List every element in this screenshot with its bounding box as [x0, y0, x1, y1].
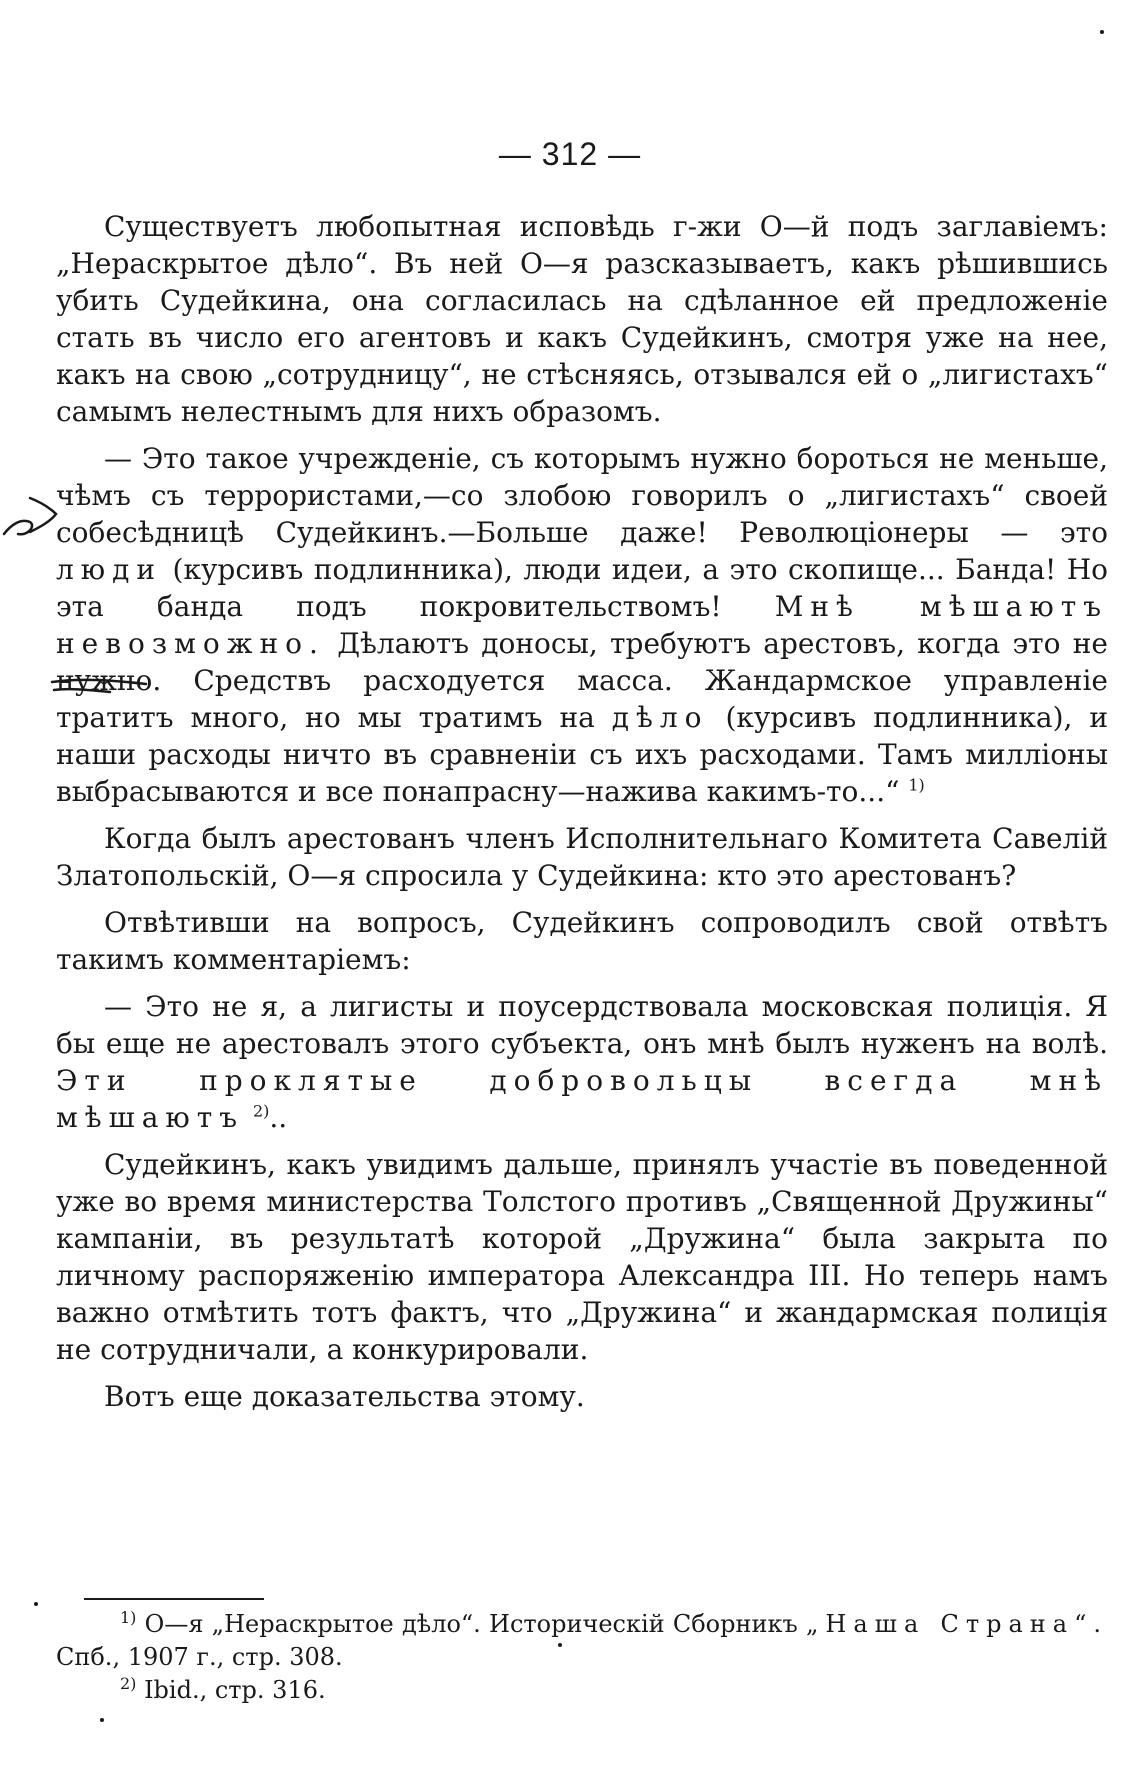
quote-text: — Это такое учрежденіе, съ которымъ нужно бороться не меньше, чѣмъ съ террористами,—со злобою говорилъ о „лигистахъ“ своей собесѣдницѣ Судейкинъ.—Больше даже! Революціонеры — это [56, 442, 1108, 549]
quote-text: (курсивъ подлинника), и наши расходы ничто въ сравненіи съ ихъ расходами. Тамъ милліоны выбрасываются и все понапрасну—нажива какимъ-то...“ [56, 701, 1109, 808]
paragraph [56, 988, 1108, 1136]
main-text [56, 208, 1108, 1425]
speck-icon [100, 1718, 104, 1722]
quote-text: .. [269, 1101, 288, 1134]
quote-text: Дѣлаютъ доносы, требуютъ арестовъ, когда это не нужно. Средствъ расходуется масса. Жандармское управленіе тратитъ много, но мы тратимъ на [56, 627, 1108, 734]
emphasis-text: Мнѣ мѣшаютъ невозможно. [56, 590, 1109, 660]
paragraph: Существуетъ любопытная исповѣдь г-жи О—й подъ заглавіемъ: „Нераскрытое дѣло“. Въ ней О—я разсказываетъ, какъ рѣшившись убить Судейкина, она согласилась на сдѣланное ей предложеніе стать въ число его агентовъ и какъ Судейкинъ, смотря уже на нее, какъ на свою „сотрудницу“, не стѣсняясь, отзывался ей о „лигистахъ“ самымъ нелестнымъ для нихъ образомъ. [56, 210, 1108, 428]
footnote-ref[interactable]: 1) [908, 775, 925, 795]
footnote-text: Спб., 1907 г., стр. 308. [56, 1643, 343, 1671]
footnote-2 [56, 1674, 1108, 1707]
footnote-1 [56, 1608, 1108, 1674]
speck-icon [558, 1643, 562, 1647]
paragraph: Когда былъ арестованъ членъ Исполнительнаго Комитета Савелій Златопольскій, О—я спросила у Судейкина: кто это арестованъ? [56, 822, 1108, 892]
quote-text: — Это не я, а лигисты и поусердствовала московская полиція. Я бы еще не арестовалъ этого субъекта, онъ мнѣ былъ нуженъ на волѣ. [56, 990, 1108, 1060]
quote-text: (курсивъ подлинника), люди идеи, а это скопище... Банда! Но эта банда подъ покровительствомъ! [56, 553, 1108, 623]
paragraph: Вотъ еще доказательства этому. [104, 1380, 585, 1413]
footnote-divider [84, 1598, 264, 1600]
footnotes [56, 1608, 1108, 1707]
page-number: — 312 — [498, 136, 642, 172]
footnote-ref[interactable]: 2) [252, 1101, 270, 1121]
footnote-emphasis: „Наша Страна“. [805, 1610, 1108, 1638]
paragraph: Судейкинъ, какъ увидимъ дальше, принялъ участіе въ поведенной уже во время министерства Толстого противъ „Священной Дружины“ кампаніи, въ результатѣ которой „Дружина“ была закрыта по личному распоряженію императора Александра III. Но теперь намъ важно отмѣтить тотъ фактъ, что „Дружина“ и жандармская полиція не сотрудничали, а конкурировали. [56, 1148, 1108, 1366]
emphasis-text: Эти проклятые добровольцы всегда мнѣ мѣшаютъ [56, 1064, 1108, 1134]
emphasis-text: люди [56, 553, 163, 586]
footnote-marker: 2) [120, 1674, 137, 1693]
footnote-text: О—я „Нераскрытое дѣло“. Историческій Сборникъ [144, 1610, 798, 1638]
paragraph: Отвѣтивши на вопросъ, Судейкинъ сопроводилъ свой отвѣтъ такимъ комментаріемъ: [56, 906, 1108, 976]
speck-icon [34, 1602, 38, 1606]
handwritten-mark-icon [0, 488, 62, 548]
footnote-marker: 1) [120, 1608, 137, 1627]
emphasis-text: дѣло [611, 701, 709, 734]
footnote-text: Ibid., стр. 316. [144, 1676, 326, 1704]
speck-icon [1100, 30, 1104, 34]
paragraph [56, 440, 1108, 810]
